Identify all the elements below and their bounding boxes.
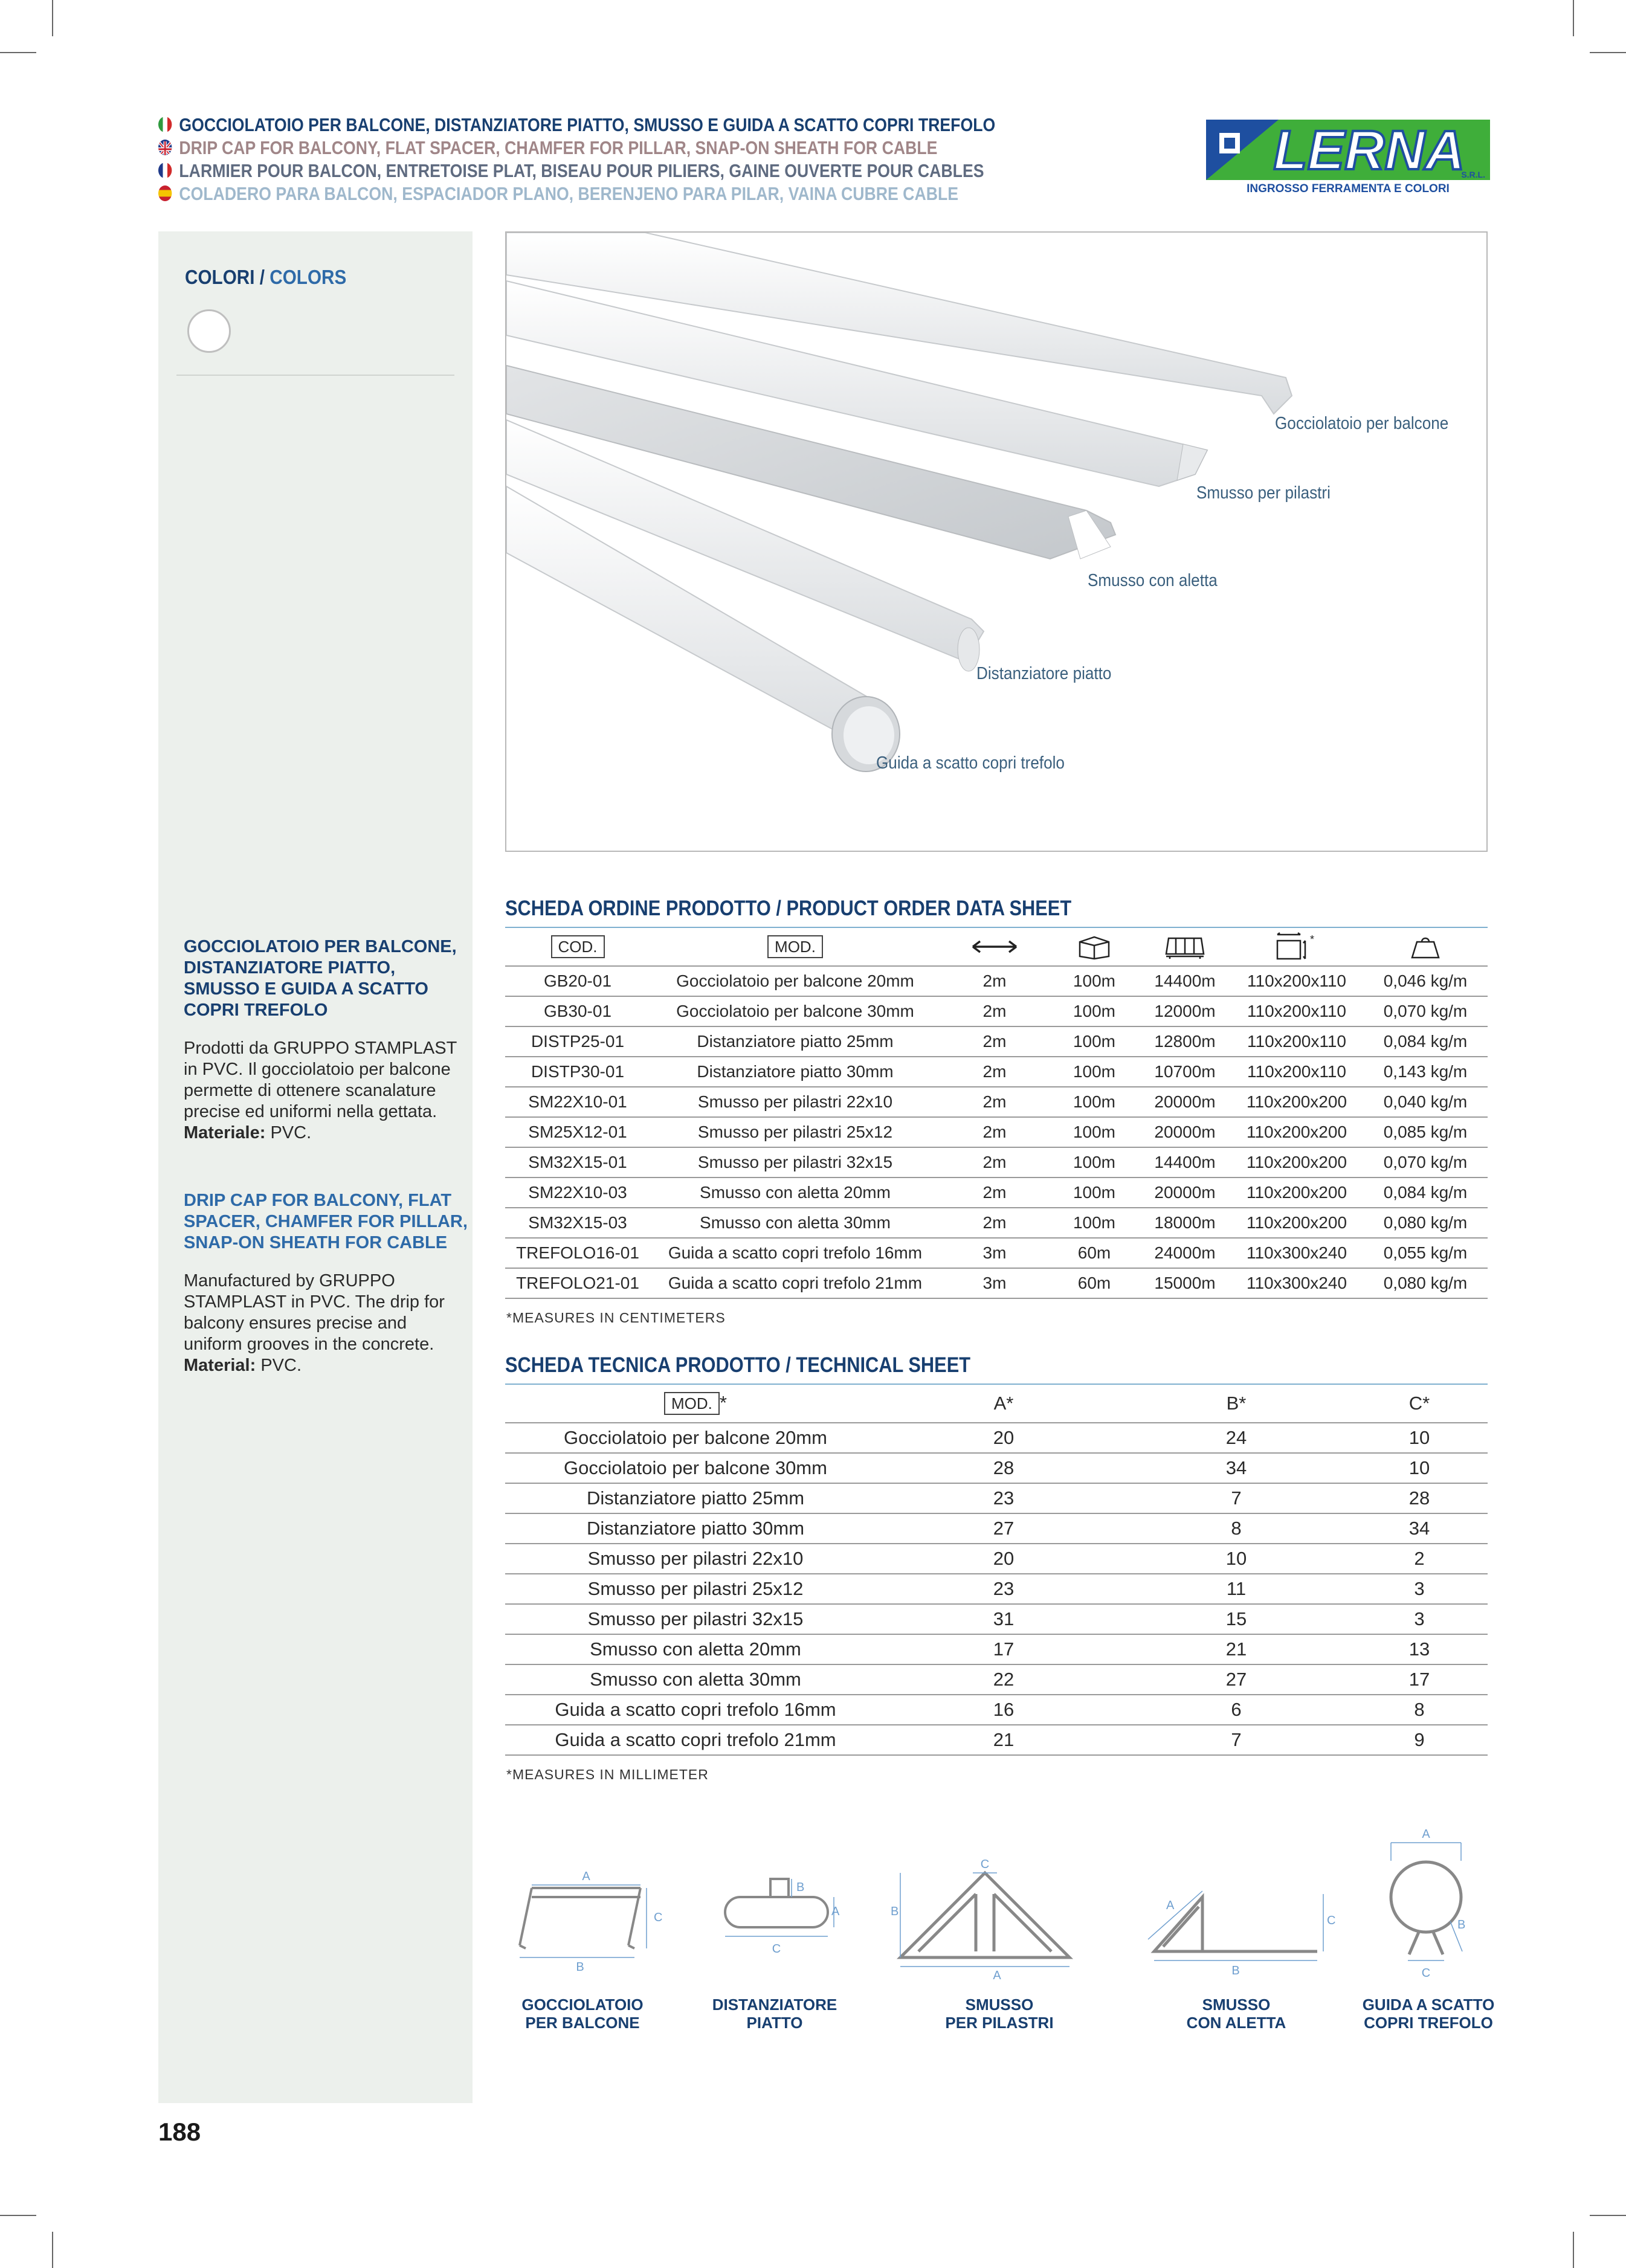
table-row (505, 966, 1488, 996)
order-table (505, 928, 1488, 1299)
table-cell: 0,046 kg/m (1363, 966, 1488, 996)
table-cell: 110x200x110 (1230, 1026, 1363, 1057)
colors-title: COLORI / COLORS (185, 266, 347, 288)
table-cell: 10 (1351, 1423, 1488, 1453)
table-cell: 7 (1121, 1725, 1351, 1755)
table-cell: 110x300x240 (1230, 1238, 1363, 1268)
table-cell: GB20-01 (505, 966, 650, 996)
table-row (505, 1026, 1488, 1057)
tech-table (505, 1385, 1488, 1756)
table-row (505, 1604, 1488, 1634)
table-row (505, 1695, 1488, 1725)
table-cell: Smusso per pilastri 25x12 (650, 1117, 940, 1147)
table-cell: 18000m (1140, 1208, 1230, 1238)
table-cell: Smusso per pilastri 32x15 (650, 1147, 940, 1177)
table-cell: 0,084 kg/m (1363, 1026, 1488, 1057)
box-dimensions-icon (1273, 932, 1321, 961)
table-cell: 110x300x240 (1230, 1268, 1363, 1298)
table-cell: 3m (940, 1268, 1049, 1298)
crop-mark (52, 2232, 53, 2268)
table-cell: 0,055 kg/m (1363, 1238, 1488, 1268)
tech-table-body (505, 1423, 1488, 1755)
diagram-label-flat-spacer: DISTANZIATORE PIATTO (712, 1996, 837, 2032)
table-cell: 14400m (1140, 966, 1230, 996)
svg-text:C: C (654, 1911, 663, 1924)
table-cell: 3 (1351, 1604, 1488, 1634)
header-titles (158, 114, 1132, 205)
photo-label-chamfer-pillar: Smusso per pilastri (1196, 483, 1331, 503)
table-row (505, 1057, 1488, 1087)
table-cell: 10700m (1140, 1057, 1230, 1087)
table-cell: 16 (886, 1695, 1121, 1725)
table-cell: 20000m (1140, 1117, 1230, 1147)
table-cell: 2m (940, 1117, 1049, 1147)
photo-label-snap-sheath: Guida a scatto copri trefolo (876, 753, 1065, 773)
table-cell: 28 (886, 1453, 1121, 1483)
italy-flag-icon (158, 117, 172, 132)
table-row (505, 1208, 1488, 1238)
table-cell: Smusso con aletta 30mm (650, 1208, 940, 1238)
svg-text:A: A (831, 1905, 840, 1918)
table-cell: 110x200x200 (1230, 1117, 1363, 1147)
order-table-body (505, 966, 1488, 1298)
table-row (505, 1483, 1488, 1513)
svg-text:C: C (1327, 1914, 1336, 1927)
table-cell: 24 (1121, 1423, 1351, 1453)
table-cell: 2m (940, 1208, 1049, 1238)
svg-text:C: C (980, 1858, 990, 1871)
table-cell: 60m (1049, 1268, 1140, 1298)
table-cell: 28 (1351, 1483, 1488, 1513)
table-cell: 60m (1049, 1238, 1140, 1268)
order-section-title: SCHEDA ORDINE PRODOTTO / PRODUCT ORDER DATA SHEET (505, 897, 1072, 920)
product-photo (505, 231, 1488, 852)
table-cell: 8 (1121, 1513, 1351, 1544)
table-cell: Guida a scatto copri trefolo 21mm (505, 1725, 886, 1755)
table-cell: Gocciolatoio per balcone 30mm (505, 1453, 886, 1483)
svg-text:B: B (1231, 1964, 1240, 1977)
table-row (505, 1725, 1488, 1755)
title-text: COLADERO PARA BALCON, ESPACIADOR PLANO, BERENJENO PARA PILAR, VAINA CUBRE CABLE (179, 183, 959, 204)
table-row (505, 1423, 1488, 1453)
length-arrow-icon (970, 936, 1019, 957)
table-cell: 12800m (1140, 1026, 1230, 1057)
photo-label-chamfer-flap: Smusso con aletta (1088, 571, 1218, 590)
svg-text:C: C (772, 1942, 781, 1956)
table-cell: Smusso con aletta 20mm (650, 1177, 940, 1208)
table-row (505, 1268, 1488, 1298)
table-cell: 2m (940, 1177, 1049, 1208)
white-color-swatch (187, 309, 231, 353)
title-spanish (158, 182, 995, 205)
table-cell: 2m (940, 1026, 1049, 1057)
table-cell: 15 (1121, 1604, 1351, 1634)
table-cell: SM22X10-01 (505, 1087, 650, 1117)
table-cell: SM25X12-01 (505, 1117, 650, 1147)
table-cell: Gocciolatoio per balcone 20mm (505, 1423, 886, 1453)
table-cell: 100m (1049, 1117, 1140, 1147)
order-header-row (505, 928, 1488, 966)
table-cell: Smusso per pilastri 32x15 (505, 1604, 886, 1634)
crop-mark (1590, 52, 1626, 53)
table-cell: 2m (940, 1087, 1049, 1117)
table-cell: TREFOLO16-01 (505, 1238, 650, 1268)
photo-label-flat-spacer: Distanziatore piatto (976, 664, 1112, 683)
table-cell: TREFOLO21-01 (505, 1268, 650, 1298)
table-cell: 110x200x200 (1230, 1208, 1363, 1238)
table-cell: 0,085 kg/m (1363, 1117, 1488, 1147)
weight-icon (1408, 933, 1442, 960)
snap-sheath-diagram (1366, 1825, 1486, 1988)
lerna-logo (1206, 115, 1490, 196)
table-cell: 34 (1121, 1453, 1351, 1483)
table-cell: Distanziatore piatto 25mm (505, 1483, 886, 1513)
logo-suffix: S.R.L. (1461, 170, 1485, 179)
table-cell: 27 (1121, 1664, 1351, 1695)
table-cell: 11 (1121, 1574, 1351, 1604)
table-row (505, 1574, 1488, 1604)
table-cell: 27 (886, 1513, 1121, 1544)
diagram-label-snap-sheath: GUIDA A SCATTO COPRI TREFOLO (1362, 1996, 1495, 2032)
table-cell: SM32X15-03 (505, 1208, 650, 1238)
table-cell: 6 (1121, 1695, 1351, 1725)
table-cell: 17 (886, 1634, 1121, 1664)
svg-text:B: B (891, 1905, 899, 1918)
chamfer-flap-diagram (1136, 1873, 1341, 1982)
table-cell: Smusso per pilastri 22x10 (650, 1087, 940, 1117)
svg-text:A: A (582, 1870, 590, 1883)
table-cell: 23 (886, 1574, 1121, 1604)
table-cell: Gocciolatoio per balcone 30mm (650, 996, 940, 1026)
table-cell: 17 (1351, 1664, 1488, 1695)
table-cell: 110x200x110 (1230, 966, 1363, 996)
crop-mark (0, 2215, 36, 2216)
table-cell: 24000m (1140, 1238, 1230, 1268)
table-row (505, 1634, 1488, 1664)
table-cell: 0,070 kg/m (1363, 1147, 1488, 1177)
crop-mark (1573, 2232, 1574, 2268)
flat-spacer-diagram (713, 1861, 852, 1982)
table-cell: SM22X10-03 (505, 1177, 650, 1208)
header-mod: MOD. (664, 1392, 720, 1415)
tech-note: *MEASURES IN MILLIMETER (506, 1767, 709, 1782)
uk-flag-icon (158, 140, 172, 155)
table-row (505, 1117, 1488, 1147)
table-row (505, 1147, 1488, 1177)
table-cell: 31 (886, 1604, 1121, 1634)
svg-text:C: C (1421, 1967, 1431, 1980)
table-cell: 3m (940, 1238, 1049, 1268)
table-row (505, 1087, 1488, 1117)
page-number: 188 (158, 2118, 201, 2146)
table-row (505, 1238, 1488, 1268)
table-row (505, 1544, 1488, 1574)
header-mod: MOD. (767, 935, 823, 958)
table-cell: 100m (1049, 1057, 1140, 1087)
table-cell: Distanziatore piatto 30mm (505, 1513, 886, 1544)
table-cell: SM32X15-01 (505, 1147, 650, 1177)
header-c: C* (1351, 1385, 1488, 1423)
title-italian (158, 114, 995, 137)
diagram-label-drip-cap: GOCCIOLATOIO PER BALCONE (521, 1996, 644, 2032)
header-a: A* (886, 1385, 1121, 1423)
sidebar-heading-it: GOCCIOLATOIO PER BALCONE, DISTANZIATORE PIATTO, SMUSSO E GUIDA A SCATTO COPRI TREFOLO (184, 937, 457, 1020)
table-cell: Smusso per pilastri 25x12 (505, 1574, 886, 1604)
table-cell: 0,070 kg/m (1363, 996, 1488, 1026)
crop-mark (0, 52, 36, 53)
table-cell: Guida a scatto copri trefolo 21mm (650, 1268, 940, 1298)
table-cell: 20 (886, 1544, 1121, 1574)
table-cell: 110x200x200 (1230, 1087, 1363, 1117)
table-cell: 9 (1351, 1725, 1488, 1755)
table-cell: 20000m (1140, 1177, 1230, 1208)
table-cell: 34 (1351, 1513, 1488, 1544)
table-cell: GB30-01 (505, 996, 650, 1026)
table-cell: 2m (940, 966, 1049, 996)
sidebar-english-description (184, 1190, 468, 1376)
chamfer-pillar-diagram (882, 1849, 1088, 1982)
title-french (158, 159, 995, 182)
table-row (505, 1664, 1488, 1695)
sidebar-heading-en: DRIP CAP FOR BALCONY, FLAT SPACER, CHAMFER FOR PILLAR, SNAP-ON SHEATH FOR CABLE (184, 1191, 468, 1252)
table-cell: 110x200x200 (1230, 1177, 1363, 1208)
title-text: DRIP CAP FOR BALCONY, FLAT SPACER, CHAMFER FOR PILLAR, SNAP-ON SHEATH FOR CABLE (179, 137, 938, 158)
crop-mark (1590, 2215, 1626, 2216)
crop-mark (1573, 0, 1574, 36)
table-cell: 110x200x110 (1230, 1057, 1363, 1087)
spain-flag-icon (158, 185, 172, 201)
table-cell: 15000m (1140, 1268, 1230, 1298)
table-cell: 0,084 kg/m (1363, 1177, 1488, 1208)
table-cell: 110x200x200 (1230, 1147, 1363, 1177)
table-cell: 20000m (1140, 1087, 1230, 1117)
table-cell: 0,080 kg/m (1363, 1268, 1488, 1298)
drip-cap-diagram (508, 1861, 683, 1982)
table-cell: 8 (1351, 1695, 1488, 1725)
sidebar-divider (176, 375, 454, 376)
table-cell: 2m (940, 996, 1049, 1026)
svg-text:B: B (576, 1960, 584, 1974)
table-cell: Distanziatore piatto 30mm (650, 1057, 940, 1087)
svg-text:B: B (796, 1881, 805, 1894)
table-cell: 13 (1351, 1634, 1488, 1664)
crop-mark (52, 0, 53, 36)
header-b: B* (1121, 1385, 1351, 1423)
table-cell: Smusso per pilastri 22x10 (505, 1544, 886, 1574)
title-text: LARMIER POUR BALCON, ENTRETOISE PLAT, BISEAU POUR PILIERS, GAINE OUVERTE POUR CABLES (179, 160, 984, 181)
table-row (505, 1453, 1488, 1483)
logo-wordmark: LERNA (1273, 120, 1465, 181)
tech-section-title: SCHEDA TECNICA PRODOTTO / TECHNICAL SHEET (505, 1353, 971, 1377)
table-row (505, 1513, 1488, 1544)
svg-text:B: B (1457, 1918, 1466, 1931)
table-cell: 12000m (1140, 996, 1230, 1026)
title-english (158, 137, 995, 159)
table-row (505, 1177, 1488, 1208)
table-cell: Smusso con aletta 30mm (505, 1664, 886, 1695)
table-cell: 21 (886, 1725, 1121, 1755)
table-cell: 0,080 kg/m (1363, 1208, 1488, 1238)
pallet-icon (1164, 933, 1206, 960)
table-cell: Smusso con aletta 20mm (505, 1634, 886, 1664)
logo-tagline: INGROSSO FERRAMENTA E COLORI (1247, 182, 1450, 195)
sidebar-italian-description (184, 936, 468, 1144)
table-cell: 21 (1121, 1634, 1351, 1664)
table-cell: 3 (1351, 1574, 1488, 1604)
table-cell: 2 (1351, 1544, 1488, 1574)
table-cell: 100m (1049, 1177, 1140, 1208)
table-cell: Gocciolatoio per balcone 20mm (650, 966, 940, 996)
table-cell: 2m (940, 1147, 1049, 1177)
table-cell: 14400m (1140, 1147, 1230, 1177)
table-cell: 23 (886, 1483, 1121, 1513)
table-cell: DISTP25-01 (505, 1026, 650, 1057)
package-box-icon (1076, 933, 1112, 960)
svg-text:A: A (1166, 1899, 1175, 1912)
table-cell: 100m (1049, 996, 1140, 1026)
table-cell: 110x200x110 (1230, 996, 1363, 1026)
table-cell: 10 (1351, 1453, 1488, 1483)
table-cell: 100m (1049, 966, 1140, 996)
header-star: * (1310, 933, 1315, 946)
table-cell: Distanziatore piatto 25mm (650, 1026, 940, 1057)
diagram-label-chamfer-pillar: SMUSSO PER PILASTRI (945, 1996, 1054, 2032)
sidebar-text-it: Prodotti da GRUPPO STAMPLAST in PVC. Il gocciolatoio per balcone permette di ottenere scanalature precise ed uniformi nella gettata. Materiale: PVC. (184, 1039, 457, 1142)
table-cell: 7 (1121, 1483, 1351, 1513)
tech-header-row: MOD. * A* B* C* (505, 1385, 1488, 1423)
title-text: GOCCIOLATOIO PER BALCONE, DISTANZIATORE PIATTO, SMUSSO E GUIDA A SCATTO COPRI TREFOLO (179, 114, 996, 135)
svg-text:A: A (1422, 1828, 1430, 1841)
diagram-label-chamfer-flap: SMUSSO CON ALETTA (1186, 1996, 1286, 2032)
table-cell: Guida a scatto copri trefolo 16mm (650, 1238, 940, 1268)
table-cell: DISTP30-01 (505, 1057, 650, 1087)
france-flag-icon (158, 163, 172, 178)
table-cell: Guida a scatto copri trefolo 16mm (505, 1695, 886, 1725)
header-cod: COD. (551, 935, 605, 958)
svg-text:A: A (993, 1969, 1001, 1982)
order-note: *MEASURES IN CENTIMETERS (506, 1310, 726, 1326)
table-cell: 0,040 kg/m (1363, 1087, 1488, 1117)
table-cell: 10 (1121, 1544, 1351, 1574)
table-cell: 100m (1049, 1026, 1140, 1057)
table-cell: 100m (1049, 1147, 1140, 1177)
photo-label-drip-cap: Gocciolatoio per balcone (1275, 414, 1449, 433)
table-cell: 20 (886, 1423, 1121, 1453)
table-cell: 100m (1049, 1208, 1140, 1238)
table-cell: 2m (940, 1057, 1049, 1087)
sidebar (158, 231, 473, 2103)
table-cell: 22 (886, 1664, 1121, 1695)
table-cell: 100m (1049, 1087, 1140, 1117)
table-row (505, 996, 1488, 1026)
table-cell: 0,143 kg/m (1363, 1057, 1488, 1087)
sidebar-text-en: Manufactured by GRUPPO STAMPLAST in PVC. The drip for balcony ensures precise and uniform grooves in the concrete. Material: PVC. (184, 1271, 445, 1375)
